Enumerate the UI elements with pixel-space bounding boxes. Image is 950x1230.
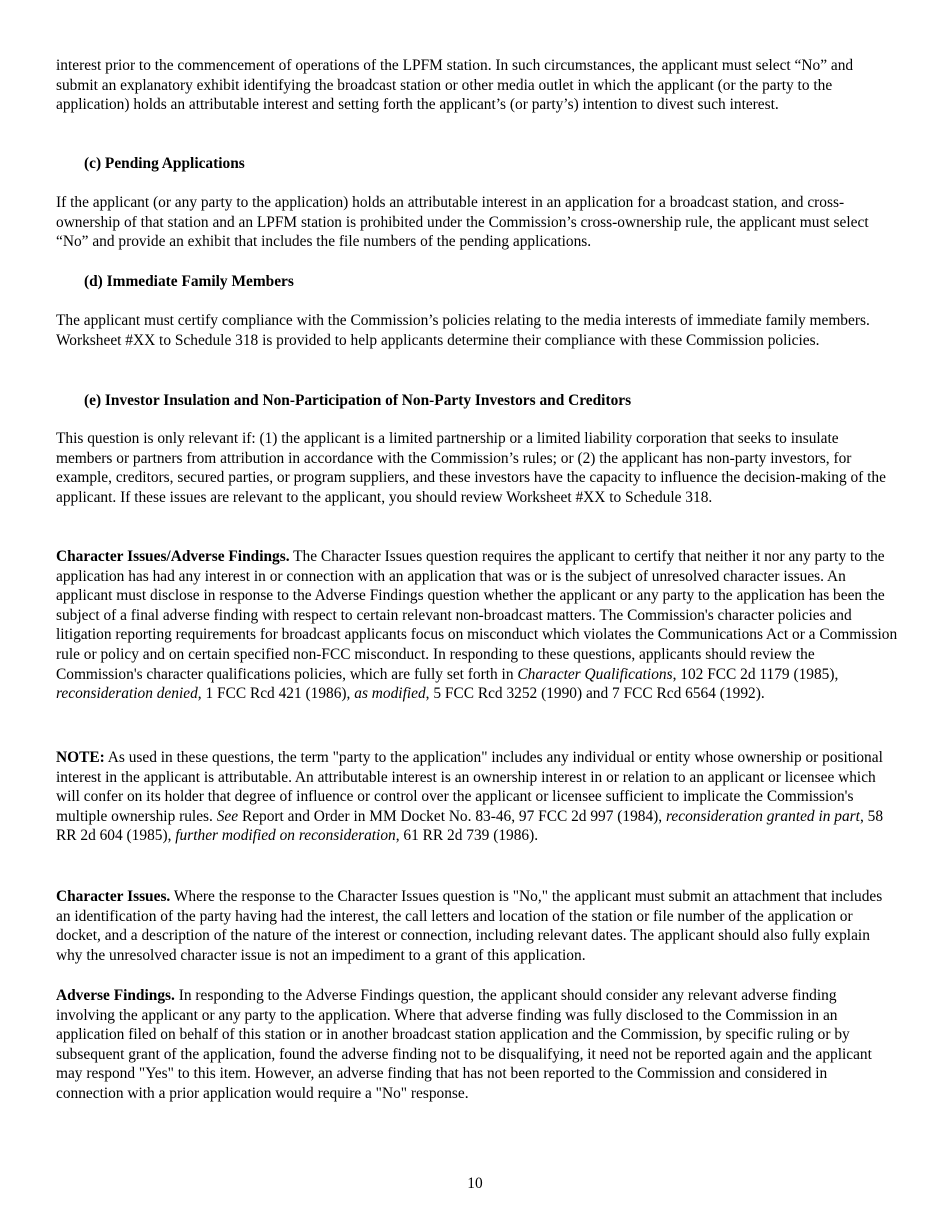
section-e-heading: (e) Investor Insulation and Non-Participation of Non-Party Investors and Creditors <box>84 392 632 409</box>
character-adverse-text-1: The Character Issues question requires the applicant to certify that neither it nor any party to the application has had any interest in or connection with an application that was or is the subject of unresolved character issues. An applicant must disclose in response to the Adverse Findings question whether the applicant or any party to the application has been the subject of a final adverse finding with respect to certain relevant non-broadcast matters. The Commission's character policies and litigation reporting requirements for broadcast applicants focus on misconduct which violates the Communications Act or a Commission rule or policy and on certain specified non-FCC misconduct. In responding to these questions, applicants should review the Commission's character qualifications policies, which are fully set forth in <box>56 548 898 683</box>
section-c-heading: (c) Pending Applications <box>84 155 245 172</box>
note-text-2: Report and Order in MM Docket No. 83-46, 97 FCC 2d 997 (1984), <box>238 807 666 825</box>
intro-paragraph: interest prior to the commencement of operations of the LPFM station. In such circumstances, the applicant must select “No” and submit an explanatory exhibit identifying the broadcast station or other media outlet in which the applicant (or the party to the application) holds an attributable interest and setting forth the applicant’s (or party’s) intention to divest such interest. <box>56 57 854 114</box>
section-d-heading: (d) Immediate Family Members <box>84 273 294 290</box>
note-text-1: As used in these questions, the term "party to the application" includes any individual or entity whose ownership or positional interest in the applicant is attributable. An attributable interest is an ownership interest in or relation to an applicant or licensee which will confer on its holder that degree of influence or control over the applicant or licensee sufficient to implicate the Commission's multiple ownership rules. <box>56 749 883 825</box>
citation-further-modified: further modified on reconsideration <box>175 827 396 845</box>
citation-reconsideration-denied: reconsideration denied <box>56 685 198 703</box>
note-see: See <box>216 807 239 825</box>
character-adverse-paragraph <box>56 547 898 704</box>
citation-character-qualifications: Character Qualifications <box>517 665 673 683</box>
character-adverse-text-2: , 102 FCC 2d 1179 (1985), <box>672 665 839 683</box>
character-adverse-text-4: , 5 FCC Rcd 3252 (1990) and 7 FCC Rcd 6564 (1992). <box>425 685 765 703</box>
citation-as-modified: as modified <box>354 685 426 703</box>
page-number: 10 <box>467 1175 483 1192</box>
character-issues-paragraph <box>56 887 898 965</box>
note-label: NOTE: <box>56 749 105 766</box>
note-paragraph <box>56 748 898 846</box>
character-issues-label: Character Issues. <box>56 888 171 905</box>
character-adverse-text-3: , 1 FCC Rcd 421 (1986), <box>197 685 355 703</box>
character-adverse-label: Character Issues/Adverse Findings. <box>56 548 290 565</box>
section-e-body: This question is only relevant if: (1) the applicant is a limited partnership or a limited liability corporation that seeks to insulate members or partners from attribution in accordance with the Commission’s rules; or (2) the applicant has non-party investors, for example, creditors, secured parties, or program suppliers, and these investors have the capacity to influence the decision-making of the applicant. If these issues are relevant to the applicant, you should review Worksheet #XX to Schedule 318. <box>56 430 886 506</box>
note-text-3: , 58 RR 2d 604 (1985), <box>56 807 884 845</box>
section-d-body: The applicant must certify compliance with the Commission’s policies relating to the media interests of immediate family members. Worksheet #XX to Schedule 318 is provided to help applicants determine their compliance with these Commission policies. <box>56 312 870 349</box>
adverse-findings-paragraph <box>56 986 898 1104</box>
note-text-4: , 61 RR 2d 739 (1986). <box>395 827 539 845</box>
section-c-body: If the applicant (or any party to the application) holds an attributable interest in an application for a broadcast station, and cross-ownership of that station and an LPFM station is prohibited under the Commission’s cross-ownership rule, the applicant must select “No” and provide an exhibit that includes the file numbers of the pending applications. <box>56 194 869 251</box>
adverse-findings-text: In responding to the Adverse Findings question, the applicant should consider any relevant adverse finding involving the applicant or any party to the application. Where that adverse finding was fully disclosed to the Commission in an application filed on behalf of this station or in another broadcast station application and the Commission, by specific ruling or by subsequent grant of the application, found the adverse finding not to be disqualifying, it need not be reported again and the applicant may respond "Yes" to this item. However, an adverse finding that has not been reported to the Commission and considered in connection with a prior application would require a "No" response. <box>56 987 872 1102</box>
character-issues-text: Where the response to the Character Issues question is "No," the applicant must submit an attachment that includes an identification of the party having had the interest, the call letters and location of the station or file number of the application or docket, and a description of the nature of the interest or connection, including relevant dates. The applicant should also fully explain why the unresolved character issue is not an impediment to a grant of this application. <box>56 888 883 964</box>
citation-reconsideration-granted: reconsideration granted in part <box>666 807 860 825</box>
adverse-findings-label: Adverse Findings. <box>56 987 175 1004</box>
